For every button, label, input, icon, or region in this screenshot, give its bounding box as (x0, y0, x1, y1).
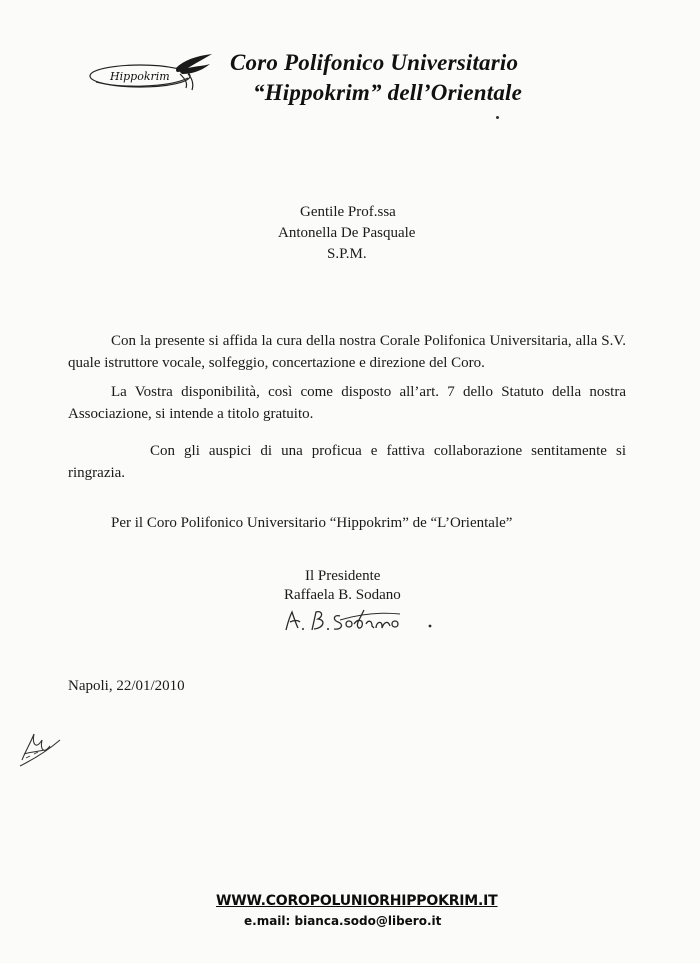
signatory-name: Raffaela B. Sodano (284, 587, 401, 603)
addressee-salutation: Gentile Prof.ssa (300, 204, 396, 220)
body-paragraph-1: Con la presente si affida la cura della nostra Corale Polifonica Universitaria, alla S.V. quale istruttore vocale, solfeggio, concertazione e direzione del Coro. (68, 333, 626, 371)
hippokrim-logo (88, 48, 218, 96)
svg-text:Hippokrim: Hippokrim (110, 70, 170, 83)
org-name-line1: Coro Polifonico Universitario (230, 50, 519, 75)
ink-dot (496, 116, 499, 119)
addressee-org: S.P.M. (327, 246, 367, 262)
body-paragraph-3: Con gli auspici di una proficua e fattiva collaborazione sentitamente si ringrazia. (68, 443, 626, 481)
org-name-line2: “Hippokrim” dell’Orientale (253, 80, 523, 105)
place-and-date: Napoli, 22/01/2010 (68, 678, 185, 694)
handwritten-initials (16, 720, 64, 770)
body-paragraph-2: La Vostra disponibilità, così come disposto all’art. 7 dello Statuto della nostra Associazione, si intende a titolo gratuito. (68, 384, 626, 422)
addressee-name: Antonella De Pasquale (278, 225, 416, 241)
handwritten-signature (280, 600, 445, 634)
footer-website: WWW.COROPOLUNIORHIPPOKRIM.IT (216, 893, 498, 909)
footer-email: e.mail: bianca.sodo@libero.it (244, 914, 442, 928)
signatory-title: Il Presidente (305, 568, 381, 584)
body-paragraph-4: Per il Coro Polifonico Universitario “Hippokrim” de “L’Orientale” (111, 515, 513, 531)
